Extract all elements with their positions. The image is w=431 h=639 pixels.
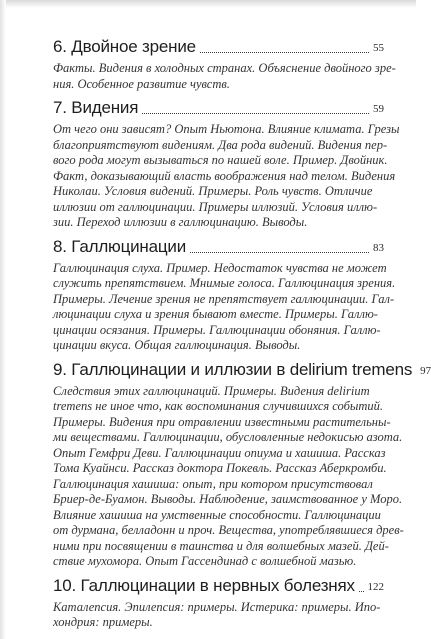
toc-entry-10 bbox=[53, 575, 384, 631]
dot-leader bbox=[200, 52, 369, 53]
toc-entry-heading bbox=[53, 97, 384, 119]
summary-line: зии. Переход иллюзии в галлюцинацию. Выводы. bbox=[53, 215, 308, 229]
toc-entry-summary bbox=[53, 260, 396, 354]
toc-entry-6 bbox=[53, 36, 396, 92]
toc-entry-title: 6. Двойное зрение bbox=[53, 37, 196, 56]
summary-line: люцинации слуха и зрения бывают вместе. Примеры. Галлю- bbox=[53, 307, 378, 321]
page-left-shadow bbox=[0, 0, 6, 639]
summary-line: Следствия этих галлюцинаций. Примеры. Видения delirium bbox=[53, 383, 370, 398]
toc-entry-title: 8. Галлюцинации bbox=[53, 236, 187, 256]
summary-line: Галлюцинация хашиша: опыт, при котором присутствовал bbox=[53, 476, 373, 491]
summary-line: иллюзии от галлюцинации. Примеры иллюзий. Условия иллю- bbox=[53, 199, 378, 214]
toc-entry-summary bbox=[53, 122, 400, 231]
toc-entry-page-number: 97 bbox=[420, 364, 431, 377]
toc-entry-title: 9. Галлюцинации и иллюзии в delirium tremens bbox=[53, 359, 413, 379]
summary-line: ними при посвящении в таинства и для волшебных мазей. Дей- bbox=[53, 538, 389, 553]
summary-line: от дурмана, белладонн и проч. Вещества, употреблявшиеся древ- bbox=[53, 523, 404, 537]
summary-line: Факт, доказывающий власть воображения над телом. Видения bbox=[53, 168, 396, 183]
summary-line: Тома Куайнси. Рассказ доктора Покевль. Рассказ Аберкромби. bbox=[53, 461, 387, 475]
summary-line: Влияние хашиша на умственные способности. Галлюцинации bbox=[53, 507, 381, 522]
toc-entry-heading bbox=[53, 236, 384, 258]
summary-line: Каталепсия. Эпилепсия: примеры. Истерика: примеры. Ипо- bbox=[53, 599, 381, 614]
toc-entry-page-number: 83 bbox=[373, 241, 384, 254]
summary-line: ми веществами. Галлюцинации, обусловленные недокисью азота. bbox=[53, 430, 403, 444]
toc-entry-heading bbox=[53, 575, 384, 597]
toc-entry-heading bbox=[53, 359, 431, 381]
page-top-shadow bbox=[0, 0, 416, 8]
summary-line: вого рода могут вызываться по нашей воле. Пример. Двойник. bbox=[53, 153, 388, 167]
summary-line: Примеры. Лечение зрения не препятствует галлюцинации. Гал- bbox=[53, 291, 395, 306]
summary-line: цинации вкуса. Общая галлюцинация. Выводы. bbox=[53, 338, 301, 352]
summary-line: Николаи. Условия видений. Примеры. Роль чувств. Отличие bbox=[53, 184, 373, 198]
dot-leader bbox=[359, 591, 364, 592]
toc-entry-heading bbox=[53, 36, 384, 58]
toc-entry-page-number: 122 bbox=[367, 580, 384, 593]
toc-entry-summary bbox=[53, 61, 396, 92]
dot-leader bbox=[190, 252, 369, 253]
toc-entry-summary bbox=[53, 383, 404, 570]
toc-entry-summary bbox=[53, 600, 384, 631]
toc-entry-title: 7. Видения bbox=[53, 98, 139, 117]
toc-entry-8 bbox=[53, 236, 396, 354]
dot-leader bbox=[142, 113, 369, 114]
summary-line: цинации осязания. Примеры. Галлюцинации обоняния. Галлю- bbox=[53, 322, 381, 337]
summary-line: Галлюцинация слуха. Пример. Недостаток чувства не может bbox=[53, 260, 387, 275]
summary-line: благоприятствуют видениям. Два рода видений. Видения пер- bbox=[53, 137, 388, 152]
summary-line: ствие мухомора. Опыт Гассендинад с волшебной мазью. bbox=[53, 554, 357, 568]
toc-entry-7 bbox=[53, 97, 400, 231]
toc-entry-page-number: 59 bbox=[373, 103, 384, 115]
summary-line: хондрия: примеры. bbox=[53, 615, 153, 629]
summary-line: служить препятствием. Мнимые голоса. Галлюцинация зрения. bbox=[53, 276, 396, 290]
summary-line: От чего они зависят? Опыт Ньютона. Влияние климата. Грезы bbox=[53, 122, 400, 136]
summary-line: Факты. Видения в холодных странах. Объяснение двойного зре- bbox=[53, 61, 396, 75]
toc-entry-9 bbox=[53, 359, 431, 570]
summary-line: tremens не иное что, как воспоминания случившихся событий. bbox=[53, 399, 384, 413]
summary-line: ния. Особенное развитие чувств. bbox=[53, 76, 230, 91]
summary-line: Бриер-де-Буамон. Выводы. Наблюдение, заимствованное у Моро. bbox=[53, 492, 403, 506]
toc-entry-title: 10. Галлюцинации в нервных болезнях bbox=[53, 575, 355, 595]
toc-entry-page-number: 55 bbox=[373, 42, 384, 54]
summary-line: Примеры. Видения при отравлении известными растительны- bbox=[53, 414, 391, 429]
summary-line: Опыт Гемфри Деви. Галлюцинации опиума и хашиша. Рассказ bbox=[53, 445, 386, 460]
